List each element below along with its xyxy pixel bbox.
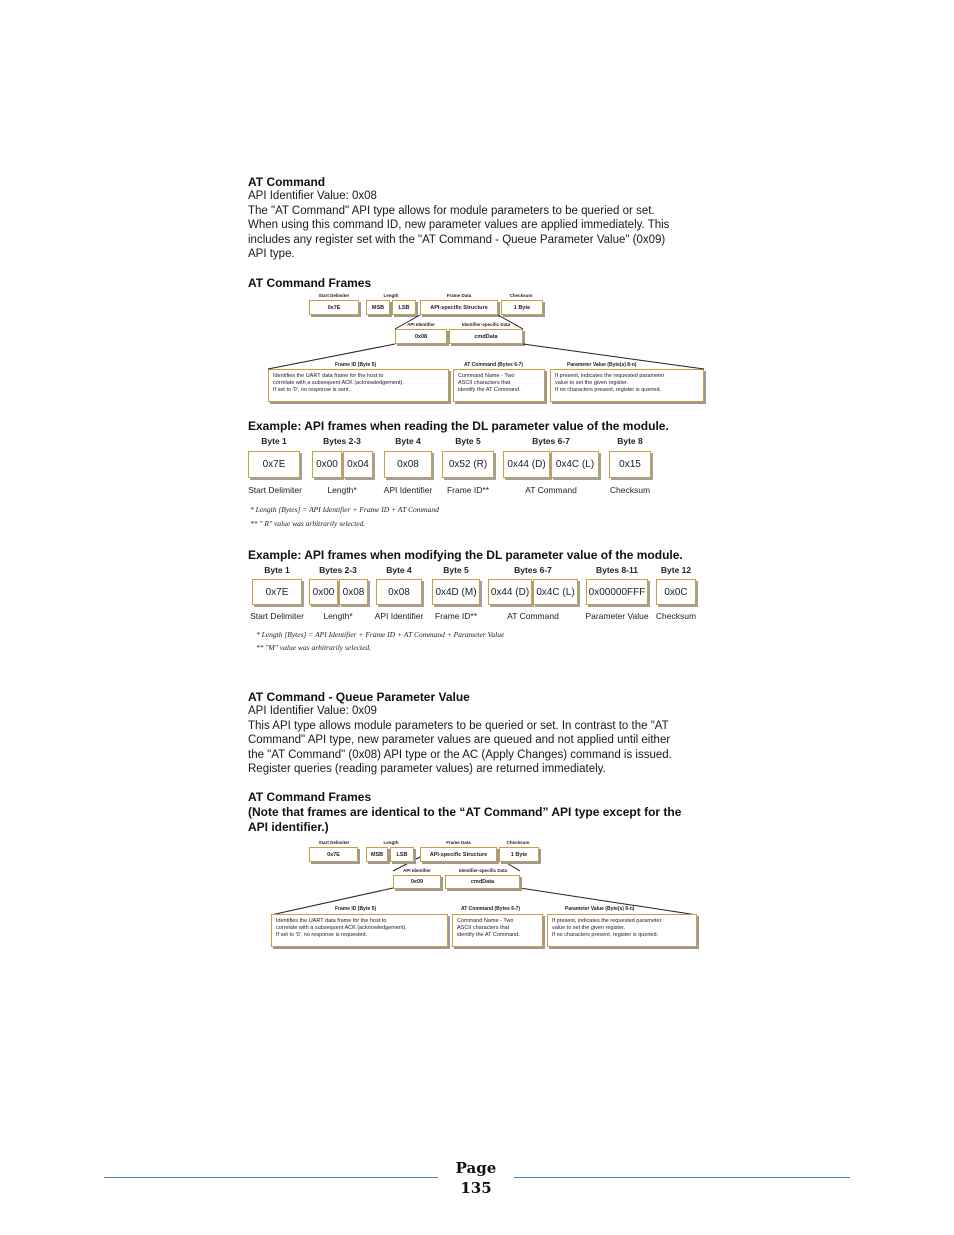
footnote-length: * Length [Bytes] = API Identifier + Frame ID + AT Command bbox=[250, 505, 439, 514]
desc-line: ASCII characters that bbox=[458, 380, 511, 386]
byte-label: Byte 1 bbox=[264, 565, 290, 575]
field-label: Checksum bbox=[609, 485, 651, 495]
label-frame-data: Frame Data bbox=[446, 293, 472, 298]
desc-line: Command Name - Two bbox=[458, 373, 515, 379]
byte-cell: 0x15 bbox=[609, 451, 651, 478]
frame-id-description bbox=[271, 914, 448, 947]
at-command-title: AT Command (Bytes 6-7) bbox=[464, 362, 524, 368]
field-label: Frame ID** bbox=[446, 485, 490, 495]
body-line: Register queries (reading parameter values) are returned immediately. bbox=[248, 763, 606, 775]
byte-label: Byte 12 bbox=[660, 565, 692, 575]
section-heading-at-command: AT Command bbox=[248, 175, 326, 189]
byte-cell: 0x7E bbox=[248, 451, 300, 478]
desc-line: value to set the given register. bbox=[555, 380, 629, 386]
byte-cell: 0x44 (D) bbox=[503, 451, 550, 478]
desc-line: Command Name - Two bbox=[457, 918, 514, 924]
api-structure-box: API-specific Structure bbox=[420, 300, 498, 315]
field-label: AT Command bbox=[507, 611, 559, 621]
desc-line: value to set the given register. bbox=[552, 925, 626, 931]
api-identifier-box: 0x09 bbox=[393, 875, 441, 889]
section-heading-queue-parameter: AT Command - Queue Parameter Value bbox=[248, 690, 470, 704]
cmddata-box: cmdData bbox=[445, 875, 520, 889]
byte-label: Byte 5 bbox=[443, 565, 469, 575]
msb-box: MSB bbox=[366, 300, 390, 315]
api-identifier-box: 0x08 bbox=[395, 329, 447, 344]
desc-line: identify the AT Command. bbox=[457, 932, 520, 938]
byte-cell: 0x00000FFF bbox=[586, 579, 648, 605]
byte-cell: 0x4C (L) bbox=[551, 451, 599, 478]
byte-label: Bytes 6-7 bbox=[514, 565, 552, 575]
parameter-value-title: Parameter Value (Byte(s) 8-n) bbox=[567, 362, 637, 368]
field-label: Checksum bbox=[655, 611, 697, 621]
at-command-description bbox=[452, 914, 543, 947]
footnote-selected: ** "M" value was arbitrarily selected. bbox=[256, 643, 372, 652]
byte-label: Byte 1 bbox=[261, 436, 287, 446]
field-label: Frame ID** bbox=[434, 611, 478, 621]
start-delimiter-box: 0x7E bbox=[309, 300, 359, 315]
byte-label: Bytes 2-3 bbox=[319, 565, 357, 575]
parameter-value-description bbox=[547, 914, 697, 947]
page-number-value: 135 bbox=[460, 1179, 492, 1197]
label-api-identifier: API Identifier bbox=[407, 322, 435, 327]
label-api-identifier: API Identifier bbox=[403, 868, 431, 873]
label-identifier-specific-data: Identifier-specific Data bbox=[461, 322, 511, 327]
page-label: Page bbox=[455, 1159, 497, 1177]
field-label: Start Delimiter bbox=[250, 611, 304, 621]
byte-cell: 0x08 bbox=[339, 579, 368, 605]
footnote-selected: ** " R" value was arbitrarily selected. bbox=[250, 519, 366, 528]
desc-line: If set to '0', no response is sent. bbox=[273, 387, 351, 393]
byte-label: Bytes 2-3 bbox=[323, 436, 361, 446]
frames-heading: AT Command Frames bbox=[248, 790, 372, 804]
label-checksum: Checksum bbox=[509, 293, 533, 298]
body-line: includes any register set with the "AT Command - Queue Parameter Value" (0x09) bbox=[248, 233, 666, 246]
body-line: This API type allows module parameters to be queried or set. In contrast to the "AT bbox=[248, 719, 669, 732]
desc-line: If no characters present, register is queried. bbox=[555, 387, 662, 393]
body-line: API Identifier Value: 0x08 bbox=[248, 190, 377, 202]
example-2-heading: Example: API frames when modifying the DL parameter value of the module. bbox=[248, 548, 683, 562]
body-line: Command" API type, new parameter values are queued and not applied until either bbox=[248, 734, 671, 746]
footnote-length: * Length [Bytes] = API Identifier + Frame ID + AT Command + Parameter Value bbox=[256, 630, 505, 639]
note-line: API identifier.) bbox=[248, 819, 329, 834]
checksum-box: 1 Byte bbox=[499, 847, 539, 862]
field-label: Length* bbox=[323, 611, 353, 621]
label-frame-data: Frame Data bbox=[446, 840, 471, 845]
lsb-box: LSB bbox=[392, 300, 416, 315]
desc-line: Identifies the UART data frame for the host to bbox=[273, 373, 384, 379]
desc-line: identify the AT Command. bbox=[458, 387, 521, 393]
desc-line: correlate with a subsequent ACK (acknowledgement). bbox=[273, 380, 404, 386]
field-label: Parameter Value bbox=[585, 611, 649, 621]
field-label: Start Delimiter bbox=[248, 485, 302, 495]
api-structure-box: API-specific Structure bbox=[420, 847, 497, 862]
byte-label: Byte 5 bbox=[455, 436, 481, 446]
at-command-title: AT Command (Bytes 6-7) bbox=[461, 906, 521, 912]
byte-label: Bytes 8-11 bbox=[595, 565, 639, 575]
desc-line: If no characters present, register is queried. bbox=[552, 932, 659, 938]
desc-line: ASCII characters that bbox=[457, 925, 510, 931]
frame-id-title: Frame ID (Byte 5) bbox=[335, 362, 377, 368]
cmddata-box: cmdData bbox=[449, 329, 523, 344]
label-start-delimiter: Start Delimiter bbox=[318, 293, 350, 298]
byte-cell: 0x04 bbox=[343, 451, 373, 478]
byte-cell: 0x08 bbox=[384, 451, 432, 478]
field-label: AT Command bbox=[525, 485, 577, 495]
label-length: Length bbox=[383, 840, 399, 845]
msb-box: MSB bbox=[366, 847, 388, 862]
label-start-delimiter: Start Delimiter bbox=[318, 840, 350, 845]
frames-heading: AT Command Frames bbox=[248, 276, 372, 290]
checksum-box: 1 Byte bbox=[501, 300, 543, 315]
byte-cell: 0x4D (M) bbox=[432, 579, 480, 605]
label-length: Length bbox=[383, 293, 399, 298]
byte-cell: 0x00 bbox=[312, 451, 342, 478]
frame-id-title: Frame ID (Byte 5) bbox=[335, 906, 377, 912]
field-label: API Identifier bbox=[383, 485, 433, 495]
body-line: When using this command ID, new parameter values are applied immediately. This bbox=[248, 219, 670, 231]
body-line: the "AT Command" (0x08) API type or the AC (Apply Changes) command is issued. bbox=[248, 748, 672, 761]
byte-cell: 0x7E bbox=[252, 579, 302, 605]
page-number bbox=[436, 1158, 516, 1198]
field-label: API Identifier bbox=[374, 611, 424, 621]
byte-label: Bytes 6-7 bbox=[532, 436, 570, 446]
footer-rule-left bbox=[104, 1177, 438, 1178]
byte-cell: 0x08 bbox=[376, 579, 422, 605]
footer-rule-right bbox=[514, 1177, 850, 1178]
byte-cell: 0x0C bbox=[656, 579, 696, 605]
body-line: The "AT Command" API type allows for module parameters to be queried or set. bbox=[248, 204, 655, 217]
desc-line: correlate with a subsequent ACK (acknowledgement). bbox=[276, 925, 407, 931]
lsb-box: LSB bbox=[390, 847, 414, 862]
label-checksum: Checksum bbox=[506, 840, 530, 845]
example-1-heading: Example: API frames when reading the DL parameter value of the module. bbox=[248, 419, 669, 433]
start-delimiter-box: 0x7E bbox=[309, 847, 358, 862]
label-identifier-specific-data: Identifier-specific Data bbox=[458, 868, 508, 873]
field-label: Length* bbox=[327, 485, 357, 495]
desc-line: Identifies the UART data frame for the host to bbox=[276, 918, 387, 924]
byte-cell: 0x4C (L) bbox=[533, 579, 578, 605]
desc-line: If set to '0', no response is requested. bbox=[276, 932, 368, 938]
body-line: API type. bbox=[248, 248, 295, 260]
byte-cell: 0x44 (D) bbox=[488, 579, 532, 605]
body-line: API Identifier Value: 0x09 bbox=[248, 705, 377, 717]
parameter-value-title: Parameter Value (Byte(s) 8-n) bbox=[565, 906, 635, 912]
note-line: (Note that frames are identical to the “AT Command” API type except for the bbox=[248, 805, 682, 819]
desc-line: If present, indicates the requested parameter bbox=[552, 918, 662, 924]
byte-cell: 0x00 bbox=[309, 579, 338, 605]
byte-label: Byte 4 bbox=[386, 565, 412, 575]
byte-label: Byte 4 bbox=[395, 436, 421, 446]
byte-cell: 0x52 (R) bbox=[442, 451, 494, 478]
desc-line: If present, indicates the requested parameter bbox=[555, 373, 665, 379]
byte-label: Byte 8 bbox=[617, 436, 643, 446]
